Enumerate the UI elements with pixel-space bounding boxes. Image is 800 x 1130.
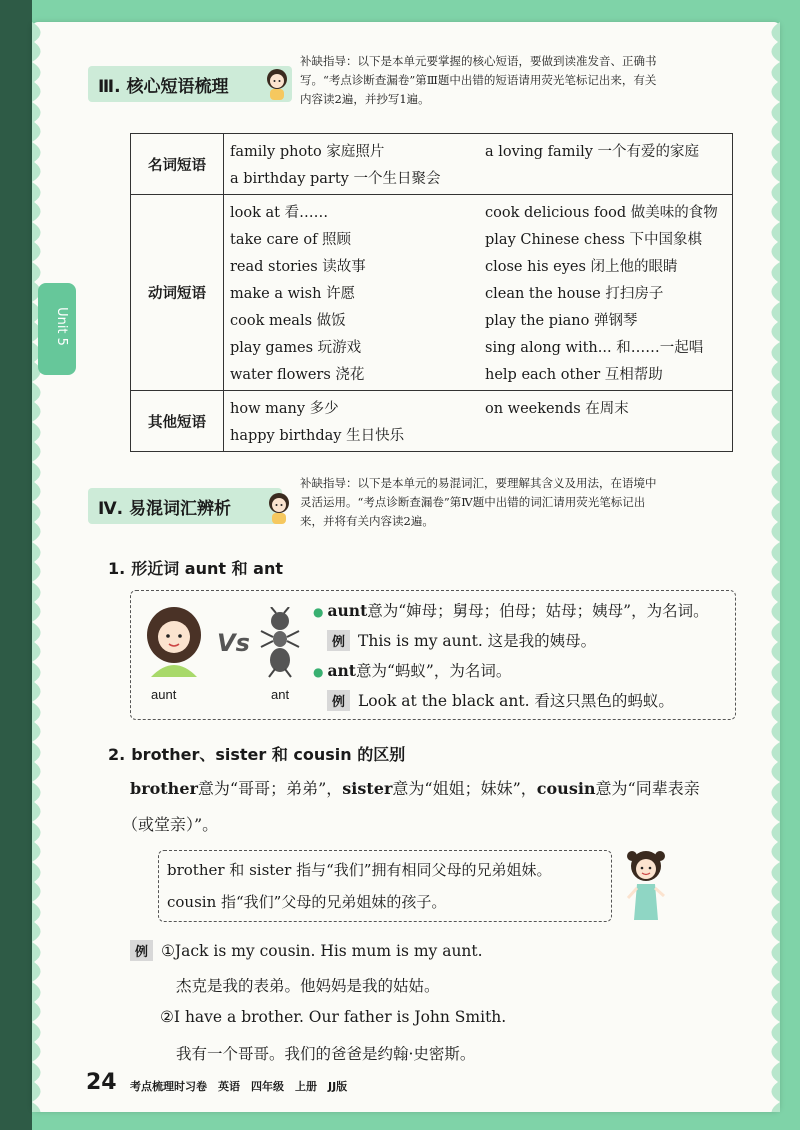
list-item: play games 玩游戏 sing along with... 和……一起唱 (230, 340, 704, 356)
section3-hint: 补缺指导：以下是本单元要掌握的核心短语，要做到读准发音、正确书 写。“考点诊断查漏卷”第Ⅲ题中出错的短语请用荧光笔标记出来，有关 内容读2遍，并抄写1遍。 (300, 54, 657, 106)
list-item: water flowers 浇花 help each other 互相帮助 (230, 367, 663, 383)
list-item: family photo 家庭照片 a loving family 一个有爱的家庭 (230, 144, 700, 160)
aunt-example: 例 This is my aunt. 这是我的姨母。 (327, 629, 596, 651)
girl-illustration-icon (624, 848, 668, 920)
table-row (131, 391, 733, 452)
aunt-definition: ● aunt意为“婶母；舅母；伯母；姑母；姨母”，为名词。 (313, 601, 709, 620)
student-avatar-icon (262, 66, 292, 100)
table-row (131, 134, 733, 195)
section3-title: Ⅲ. 核心短语梳理 (88, 66, 292, 102)
category-cell: 动词短语 (131, 195, 224, 391)
student-avatar-icon (264, 490, 294, 524)
list-item: how many 多少 on weekends 在周末 (230, 401, 629, 417)
note-line-1: brother 和 sister 指与“我们”拥有相同父母的兄弟姐妹。 (167, 861, 552, 879)
list-item: cook meals 做饭 play the piano 弹钢琴 (230, 313, 638, 329)
ant-label: ant (271, 687, 290, 702)
category-cell: 名词短语 (131, 134, 224, 195)
footer-text: 考点梳理时习卷 英语 四年级 上册 JJ版 (130, 1080, 348, 1093)
section4-title: Ⅳ. 易混词汇辨析 (88, 488, 282, 524)
list-item: happy birthday 生日快乐 (230, 428, 405, 444)
item2-example-1-cn: 杰克是我的表弟。他妈妈是我的姑姑。 (176, 977, 440, 995)
section4-hint: 补缺指导：以下是本单元的易混词汇，要理解其含义及用法，在语境中 灵活运用。“考点诊断查漏卷”第Ⅳ题中出错的词汇请用荧光笔标记出 来，并将有关内容读2遍。 (300, 476, 657, 528)
category-cell: 其他短语 (131, 391, 224, 452)
item2-paragraph-line1: brother意为“哥哥；弟弟”，sister意为“姐姐；妹妹”，cousin意为“同辈表亲 (130, 779, 700, 798)
list-item: read stories 读故事 close his eyes 闭上他的眼睛 (230, 259, 678, 275)
item2-example-1-en: 例 ①Jack is my cousin. His mum is my aunt. (130, 940, 483, 961)
item2-paragraph-line2: （或堂亲）”。 (122, 815, 219, 834)
phrase-table (130, 133, 733, 452)
book-spine (0, 0, 32, 1130)
ant-example: 例 Look at the black ant. 看这只黑色的蚂蚁。 (327, 689, 674, 711)
list-item: look at 看…… cook delicious food 做美味的食物 (230, 205, 718, 221)
aunt-label: aunt (151, 687, 177, 702)
note-line-2: cousin 指“我们”父母的兄弟姐妹的孩子。 (167, 893, 447, 911)
item1-heading: 1. 形近词 aunt 和 ant (108, 559, 283, 578)
aunt-illustration-icon (143, 605, 205, 677)
unit-tab[interactable]: Unit 5 (38, 283, 76, 375)
item2-note-box (158, 850, 612, 922)
list-item: make a wish 许愿 clean the house 打扫房子 (230, 286, 664, 302)
ant-illustration-icon (257, 607, 303, 679)
item1-box (130, 590, 736, 720)
wave-border-left (32, 22, 50, 1112)
example-tag: 例 (327, 690, 350, 711)
bullet-icon: ● (313, 605, 324, 619)
item2-example-2-cn: 我有一个哥哥。我们的爸爸是约翰·史密斯。 (176, 1045, 476, 1063)
table-row (131, 195, 733, 391)
page-number: 24 (86, 1070, 117, 1095)
example-tag: 例 (130, 940, 153, 961)
item2-example-2-en: ②I have a brother. Our father is John Smith. (160, 1008, 507, 1026)
bullet-icon: ● (313, 665, 324, 679)
list-item: take care of 照顾 play Chinese chess 下中国象棋 (230, 232, 703, 248)
example-tag: 例 (327, 630, 350, 651)
list-item: a birthday party 一个生日聚会 (230, 171, 441, 187)
ant-definition: ● ant意为“蚂蚁”，为名词。 (313, 661, 512, 680)
vs-label: Vs (217, 629, 250, 657)
item2-heading: 2. brother、sister 和 cousin 的区别 (108, 745, 406, 764)
wave-border-right (762, 22, 780, 1112)
